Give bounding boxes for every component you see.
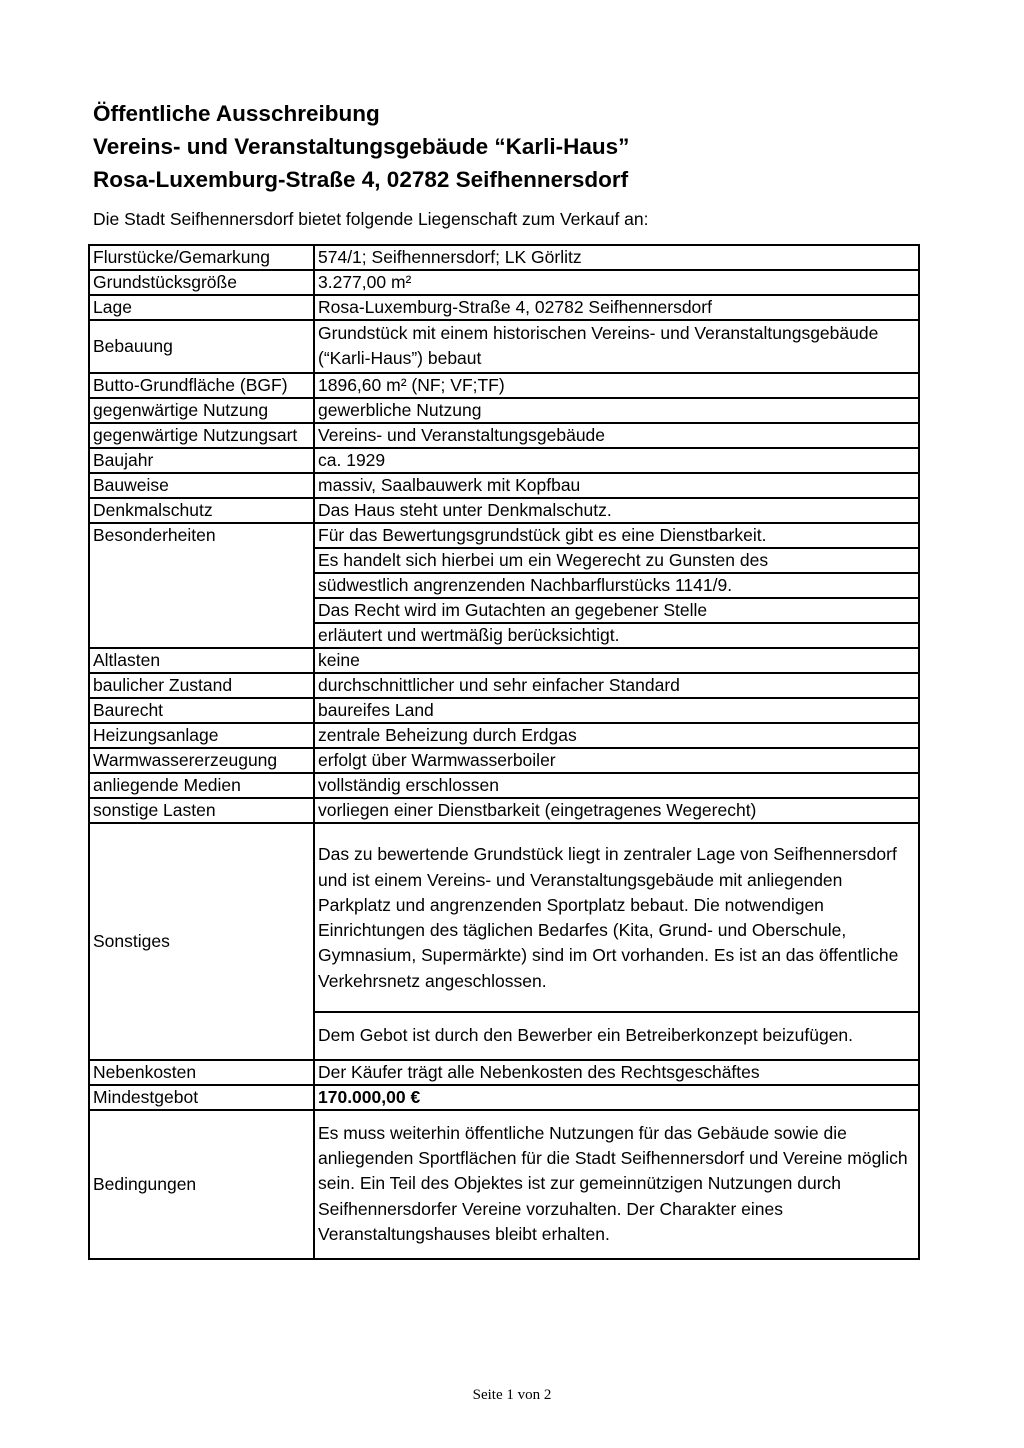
row-value-altlasten: keine [314,648,919,673]
row-label-warmwasser: Warmwassererzeugung [89,748,314,773]
row-value-medien: vollständig erschlossen [314,773,919,798]
table-row [89,373,919,398]
row-value-denkmalschutz: Das Haus steht unter Denkmalschutz. [314,498,919,523]
table-row [89,423,919,448]
row-value-nutzung: gewerbliche Nutzung [314,398,919,423]
row-value-bebauung: Grundstück mit einem historischen Vereins- und Veranstaltungsgebäude (“Karli-Haus”) bebaut [314,320,919,373]
row-value-besonderheiten-1: Für das Bewertungsgrundstück gibt es eine Dienstbarkeit. [314,523,919,548]
table-row [89,1085,919,1110]
row-value-bauweise: massiv, Saalbauwerk mit Kopfbau [314,473,919,498]
row-label-zustand: baulicher Zustand [89,673,314,698]
row-label-flurstuecke: Flurstücke/Gemarkung [89,245,314,270]
table-row [89,648,919,673]
row-value-besonderheiten-4: Das Recht wird im Gutachten an gegebener Stelle [314,598,919,623]
title-line-2: Vereins- und Veranstaltungsgebäude “Karli-Haus” [93,134,630,159]
row-value-sonstiges-1: Das zu bewertende Grundstück liegt in zentraler Lage von Seifhennersdorf und ist einem Vereins- und Veranstaltungsgebäude mit anliegenden Parkplatz und angrenzenden Sportplatz bebaut. Die notwendigen Einrichtungen des täglichen Bedarfes (Kita, Grund- und Oberschule, Gymnasium, Supermärkte) sind im Ort vorhanden. Es ist an das öffentliche Verkehrsnetz angeschlossen. [314,823,919,1012]
table-row [89,523,919,548]
title-line-1: Öffentliche Ausschreibung [93,101,380,126]
row-label-sonstiges: Sonstiges [89,823,314,1060]
row-value-besonderheiten-3: südwestlich angrenzenden Nachbarflurstücks 1141/9. [314,573,919,598]
row-label-bauweise: Bauweise [89,473,314,498]
table-row [89,245,919,270]
row-value-nebenkosten: Der Käufer trägt alle Nebenkosten des Rechtsgeschäftes [314,1060,919,1085]
table-row [89,798,919,823]
row-value-sonstiges-2: Dem Gebot ist durch den Bewerber ein Betreiberkonzept beizufügen. [314,1012,919,1060]
row-value-bgf: 1896,60 m² (NF; VF;TF) [314,373,919,398]
table-row [89,698,919,723]
row-label-lage: Lage [89,295,314,320]
row-label-nebenkosten: Nebenkosten [89,1060,314,1085]
row-label-nutzungsart: gegenwärtige Nutzungsart [89,423,314,448]
property-table [88,244,920,1260]
row-value-nutzungsart: Vereins- und Veranstaltungsgebäude [314,423,919,448]
table-row [89,823,919,1012]
intro-text: Die Stadt Seifhennersdorf bietet folgende Liegenschaft zum Verkauf an: [93,209,649,229]
table-row [89,295,919,320]
row-value-baujahr: ca. 1929 [314,448,919,473]
row-value-baurecht: baureifes Land [314,698,919,723]
row-value-mindestgebot: 170.000,00 € [314,1085,919,1110]
row-label-bebauung: Bebauung [89,320,314,373]
row-value-zustand: durchschnittlicher und sehr einfacher Standard [314,673,919,698]
row-label-baujahr: Baujahr [89,448,314,473]
row-value-grundstuecksgroesse: 3.277,00 m² [314,270,919,295]
row-value-lage: Rosa-Luxemburg-Straße 4, 02782 Seifhennersdorf [314,295,919,320]
row-label-nutzung: gegenwärtige Nutzung [89,398,314,423]
row-value-heizung: zentrale Beheizung durch Erdgas [314,723,919,748]
table-row [89,448,919,473]
table-row [89,773,919,798]
table-row [89,1110,919,1259]
row-label-altlasten: Altlasten [89,648,314,673]
table-row [89,398,919,423]
row-value-besonderheiten-5: erläutert und wertmäßig berücksichtigt. [314,623,919,648]
row-value-bedingungen: Es muss weiterhin öffentliche Nutzungen für das Gebäude sowie die anliegenden Sportflächen für die Stadt Seifhennersdorf und Vereine möglich sein. Ein Teil des Objektes ist zur gemeinnützigen Nutzungen durch Seifhennersdorfer Vereine vorzuhalten. Der Charakter eines Veranstaltungshauses bleibt erhalten. [314,1110,919,1259]
title-line-3: Rosa-Luxemburg-Straße 4, 02782 Seifhennersdorf [93,167,629,192]
row-value-warmwasser: erfolgt über Warmwasserboiler [314,748,919,773]
row-label-medien: anliegende Medien [89,773,314,798]
row-value-flurstuecke: 574/1; Seifhennersdorf; LK Görlitz [314,245,919,270]
row-value-besonderheiten-2: Es handelt sich hierbei um ein Wegerecht zu Gunsten des [314,548,919,573]
page-number: Seite 1 von 2 [472,1387,552,1403]
table-row [89,1060,919,1085]
table-row [89,473,919,498]
row-label-mindestgebot: Mindestgebot [89,1085,314,1110]
row-label-denkmalschutz: Denkmalschutz [89,498,314,523]
row-label-grundstuecksgroesse: Grundstücksgröße [89,270,314,295]
row-label-bedingungen: Bedingungen [89,1110,314,1259]
row-label-bgf: Butto-Grundfläche (BGF) [89,373,314,398]
row-value-lasten: vorliegen einer Dienstbarkeit (eingetragenes Wegerecht) [314,798,919,823]
row-label-besonderheiten: Besonderheiten [89,523,314,648]
table-row [89,320,919,373]
row-label-baurecht: Baurecht [89,698,314,723]
table-row [89,748,919,773]
table-row [89,498,919,523]
table-row [89,270,919,295]
table-row [89,723,919,748]
document-title [93,97,933,196]
row-label-heizung: Heizungsanlage [89,723,314,748]
table-row [89,673,919,698]
row-label-lasten: sonstige Lasten [89,798,314,823]
